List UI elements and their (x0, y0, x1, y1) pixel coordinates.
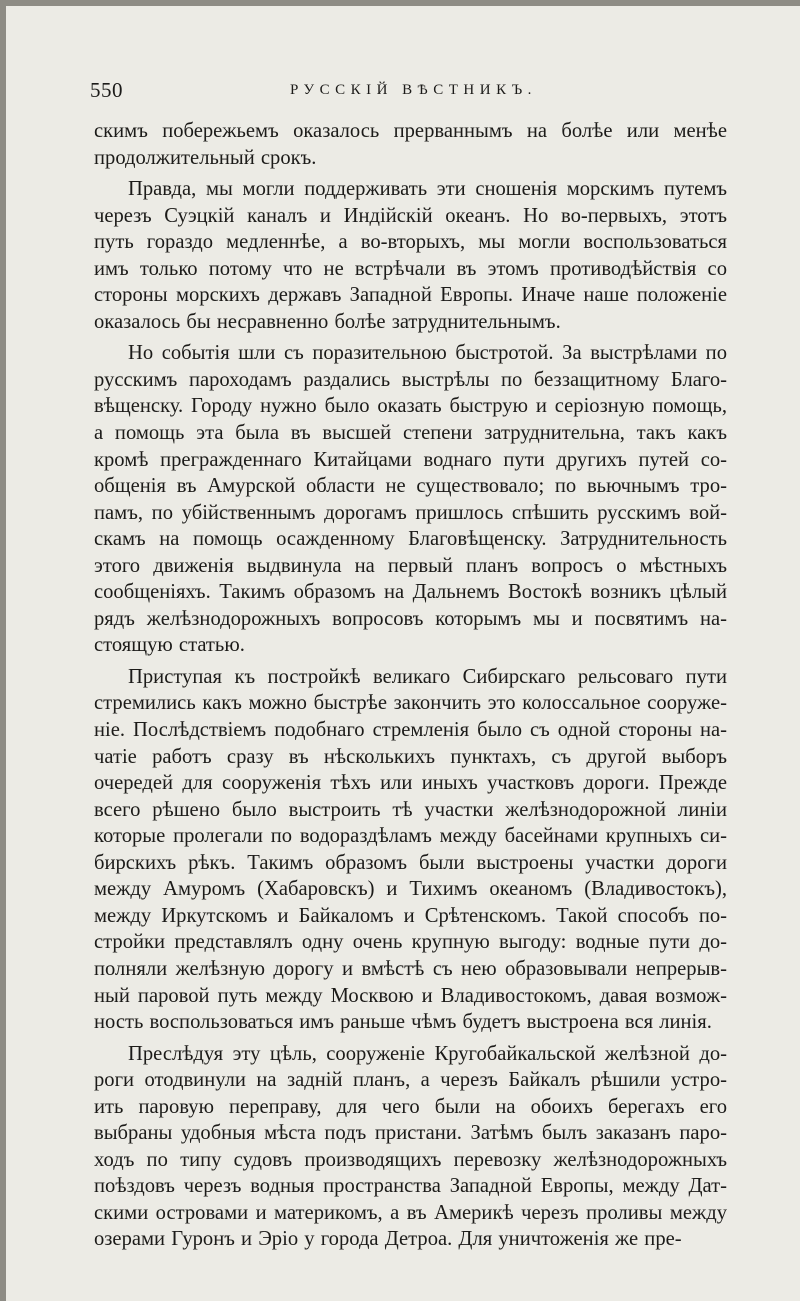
text-line: всего рѣшено было выстроить тѣ участки желѣзнодорожной линіи (94, 798, 727, 821)
text-line: между Амуромъ (Хабаровскъ) и Тихимъ океаномъ (Владивостокъ), (94, 878, 727, 901)
text-line: между Иркутскомъ и Байкаломъ и Срѣтенскомъ. Такой способъ по- (94, 904, 727, 927)
text-line: поѣздовъ черезъ водныя пространства Западной Европы, между Дат- (94, 1175, 727, 1198)
text-line: очередей для сооруженія тѣхъ или иныхъ участковъ дороги. Прежде (94, 772, 727, 795)
text-line: сообщеніяхъ. Такимъ образомъ на Дальнемъ Востокѣ возникъ цѣлый (94, 581, 727, 604)
text-line: ходъ по типу судовъ производящихъ перевозку желѣзнодорожныхъ (94, 1148, 727, 1171)
text-line: имъ только потому что не встрѣчали въ этомъ противодѣйствія со (94, 257, 727, 280)
paragraph (94, 118, 727, 171)
text-line: общенія въ Амурской области не существовало; по вьючнымъ тро- (94, 475, 727, 498)
text-line: бирскихъ рѣкъ. Такимъ образомъ были выстроены участки дороги (94, 851, 727, 874)
text-line: оказалось бы несравненно болѣе затруднительнымъ. (94, 310, 561, 333)
text-line: роги отодвинули на задній планъ, а черезъ Байкалъ рѣшили устро- (94, 1069, 727, 1092)
text-line: черезъ Суэцкій каналъ и Индійскій океанъ. Но во-первыхъ, этотъ (94, 204, 727, 227)
text-line: кромѣ прегражденнаго Китайцами воднаго пути другихъ путей со- (94, 448, 727, 471)
text-line: Приступая къ постройкѣ великаго Сибирскаго рельсоваго пути (128, 665, 727, 688)
paragraph (94, 664, 727, 1036)
text-line: ить паровую переправу, для чего были на обоихъ берегахъ его (94, 1095, 727, 1118)
text-line: чатіе работъ сразу въ нѣсколькихъ пунктахъ, съ другой выборъ (94, 745, 727, 768)
text-line: полняли желѣзную дорогу и вмѣстѣ съ нею образовывали непрерыв- (94, 957, 727, 980)
text-line: скими островами и материкомъ, а въ Америкѣ черезъ проливы между (94, 1201, 727, 1224)
paragraph (94, 340, 727, 659)
text-line: стоящую статью. (94, 634, 245, 657)
text-line: стройки представлялъ одну очень крупную выгоду: водные пути до- (94, 931, 727, 954)
text-line: озерами Гуронъ и Эріо у города Детроа. Для уничтоженія же пре- (94, 1228, 682, 1251)
paragraph (94, 1041, 727, 1253)
text-line: выбраны удобныя мѣста подъ пристани. Затѣмъ былъ заказанъ паро- (94, 1122, 727, 1145)
text-line: путь гораздо медленнѣе, а во-вторыхъ, мы могли воспользоваться (94, 231, 727, 254)
page-sheet (6, 6, 800, 1301)
text-line: стороны морскихъ державъ Западной Европы. Иначе наше положеніе (94, 284, 727, 307)
text-line: которые пролегали по водораздѣламъ между басейнами крупныхъ си- (94, 825, 727, 848)
text-line: а помощь эта была въ высшей степени затруднительна, такъ какъ (94, 422, 727, 445)
text-line: скимъ побережьемъ оказалось прерваннымъ на болѣе или менѣе (94, 120, 727, 142)
text-line: стремились какъ можно быстрѣе закончить это колоссальное сооруже- (94, 692, 727, 715)
text-line: памъ, по убійственнымъ дорогамъ пришлось спѣшить русскимъ вой- (94, 501, 727, 524)
text-line: ный паровой путь между Москвою и Владивостокомъ, давая возмож- (94, 984, 727, 1007)
paragraph (94, 176, 727, 335)
text-line: вѣщенску. Городу нужно было оказать быструю и серіозную помощь, (94, 395, 727, 418)
text-line: Но событія шли съ поразительною быстротой. За выстрѣлами по (128, 342, 727, 365)
running-title: РУССКІЙ ВѢСТНИКЪ. (290, 82, 537, 98)
text-line: ніе. Послѣдствіемъ подобнаго стремленія было съ одной стороны на- (94, 719, 727, 742)
page-number: 550 (90, 78, 123, 102)
text-line: Правда, мы могли поддерживать эти сношенія морскимъ путемъ (128, 178, 727, 201)
page-header (90, 78, 730, 108)
text-line: русскимъ пароходамъ раздались выстрѣлы по беззащитному Благо- (94, 368, 727, 391)
text-line: ность воспользоваться имъ раньше чѣмъ будетъ выстроена вся линія. (94, 1011, 712, 1034)
text-line: продолжительный срокъ. (94, 146, 317, 169)
text-line: скамъ на помощь осажденному Благовѣщенску. Затруднительность (94, 528, 727, 551)
text-line: рядъ желѣзнодорожныхъ вопросовъ которымъ мы и посвятимъ на- (94, 607, 727, 630)
text-line: этого движенія выдвинула на первый планъ вопросъ о мѣстныхъ (94, 554, 727, 577)
body-text (94, 118, 727, 1253)
text-line: Преслѣдуя эту цѣль, сооруженіе Кругобайкальской желѣзной до- (128, 1042, 727, 1065)
